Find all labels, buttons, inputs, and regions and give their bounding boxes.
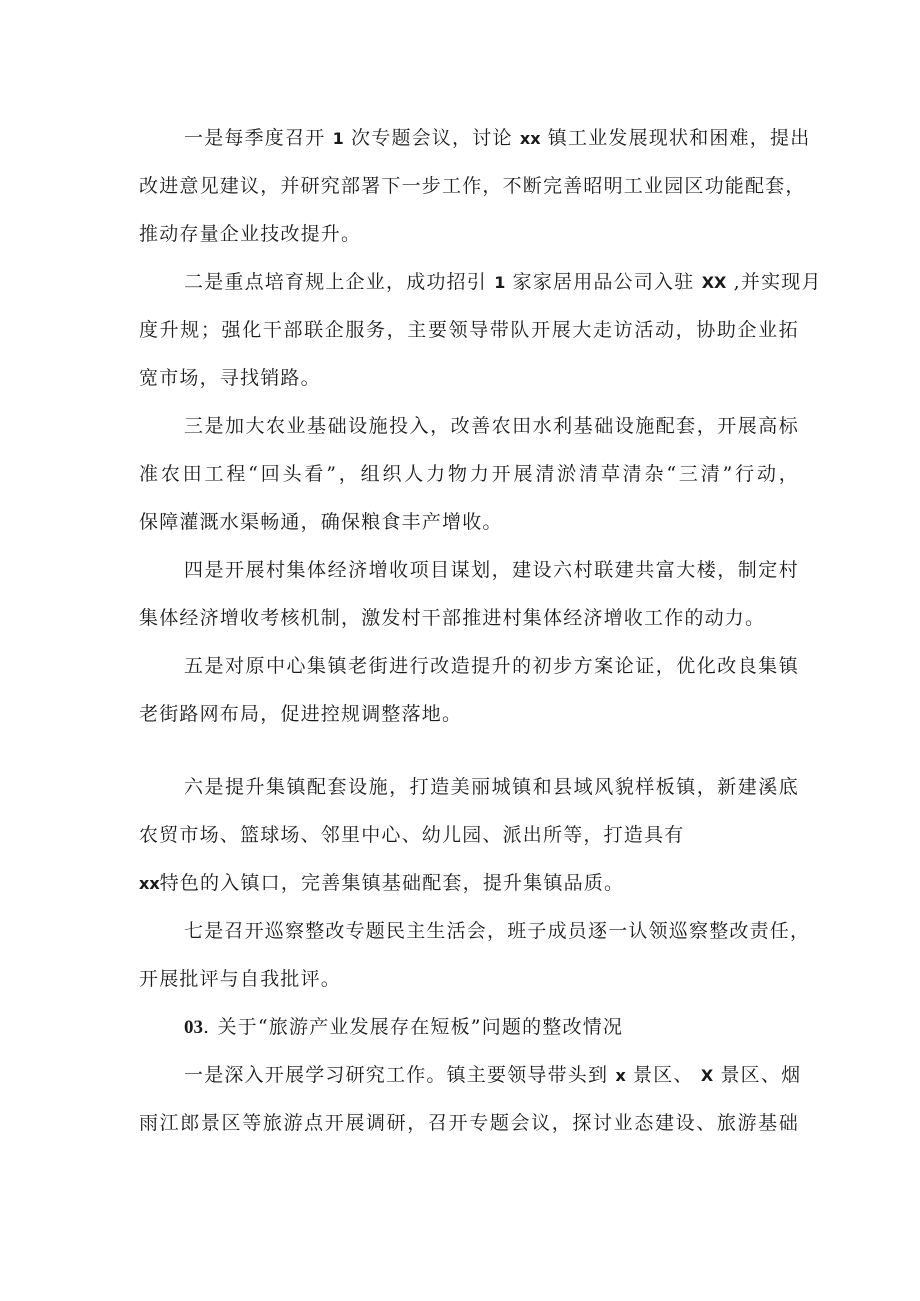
paragraph-7-line-1 [184,919,811,943]
text-segment: 五是对原中心集镇老街进行改造提升的初步方案论证，优化改良集镇 [184,655,799,677]
text-segment: 一是每季度召开 [184,127,326,149]
text-segment: ,并实现月 [733,271,822,293]
text-segment: 特色的入镇口，完善集镇基础配套，提升集镇品质。 [159,872,625,894]
number-segment: 1 [494,273,506,292]
text-segment: 准农田工程“回头看”，组织人力物力开展清淤清草清杂“三清”行动， [139,463,799,485]
text-segment: 镇工业发展现状和困难，提出 [547,127,811,149]
text-segment: 六是提升集镇配套设施，打造美丽城镇和县域风貌样板镇，新建溪底 [184,776,799,798]
number-segment: 1 [332,129,344,148]
text-segment: 三是加大农业基础设施投入，改善农田水利基础设施配套，开展高标 [184,415,799,437]
text-segment: 推动存量企业技改提升。 [139,223,362,245]
paragraph-2-line-2 [139,318,799,342]
text-segment: 雨江郎景区等旅游点开展调研，召开专题会议，探讨业态建设、旅游基础 [139,1112,799,1134]
text-segment: 开展批评与自我批评。 [139,968,342,990]
paragraph-6-line-2 [139,823,799,847]
paragraph-3-line-2 [139,462,799,486]
text-segment: 景区、烟 [720,1064,802,1086]
paragraph-3-line-3 [139,510,799,534]
text-segment: 度升规；强化干部联企服务，主要领导带队开展大走访活动，协助企业拓 [139,319,799,341]
text-segment: 四是开展村集体经济增收项目谋划，建设六村联建共富大楼，制定村 [184,559,799,581]
text-segment: 集体经济增收考核机制，激发村干部推进村集体经济增收工作的动力。 [139,607,766,629]
paragraph-1-line-2 [139,174,806,198]
placeholder-segment: X [700,1066,714,1085]
paragraph-8-line-1 [184,1063,802,1088]
section-heading [184,1015,799,1040]
text-segment: 改进意见建议，并研究部署下一步工作，不断完善昭明工业园区功能配套， [139,175,806,197]
paragraph-5-line-2 [139,702,799,726]
paragraph-6-line-1 [184,775,799,799]
text-segment: 保障灌溉水渠畅通，确保粮食丰产增收。 [139,511,503,533]
placeholder-segment: xx [519,129,541,148]
placeholder-segment: xx [139,874,160,893]
text-segment: 景区、 [633,1064,694,1086]
paragraph-4-line-1 [184,558,799,582]
placeholder-segment: XX [701,273,727,292]
paragraph-1-line-3 [139,222,799,246]
text-segment: 七是召开巡察整改专题民主生活会，班子成员逐一认领巡察整改责任， [184,920,811,942]
paragraph-2-line-1 [184,270,822,295]
text-segment: 一是深入开展学习研究工作。镇主要领导带头到 [184,1064,609,1086]
placeholder-segment: x [615,1066,626,1085]
text-segment: 次专题会议，讨论 [351,127,513,149]
paragraph-7-line-2 [139,967,799,991]
text-segment: 家家居用品公司入驻 [512,271,695,293]
paragraph-5-line-1 [184,654,799,678]
text-segment: 宽市场，寻找销路。 [139,367,321,389]
paragraph-1-line-1 [184,126,811,151]
paragraph-3-line-1 [184,414,799,438]
section-number: 03 [184,1017,203,1038]
text-segment: 二是重点培育规上企业，成功招引 [184,271,488,293]
text-segment: 农贸市场、篮球场、邻里中心、幼儿园、派出所等，打造具有 [139,824,685,846]
paragraph-2-line-3 [139,366,799,390]
paragraph-6-line-3 [139,871,799,896]
paragraph-4-line-2 [139,606,799,630]
paragraph-8-line-2 [139,1111,799,1135]
section-title: . 关于“旅游产业发展存在短板”问题的整改情况 [203,1016,624,1038]
text-segment: 老街路网布局，促进控规调整落地。 [139,703,463,725]
